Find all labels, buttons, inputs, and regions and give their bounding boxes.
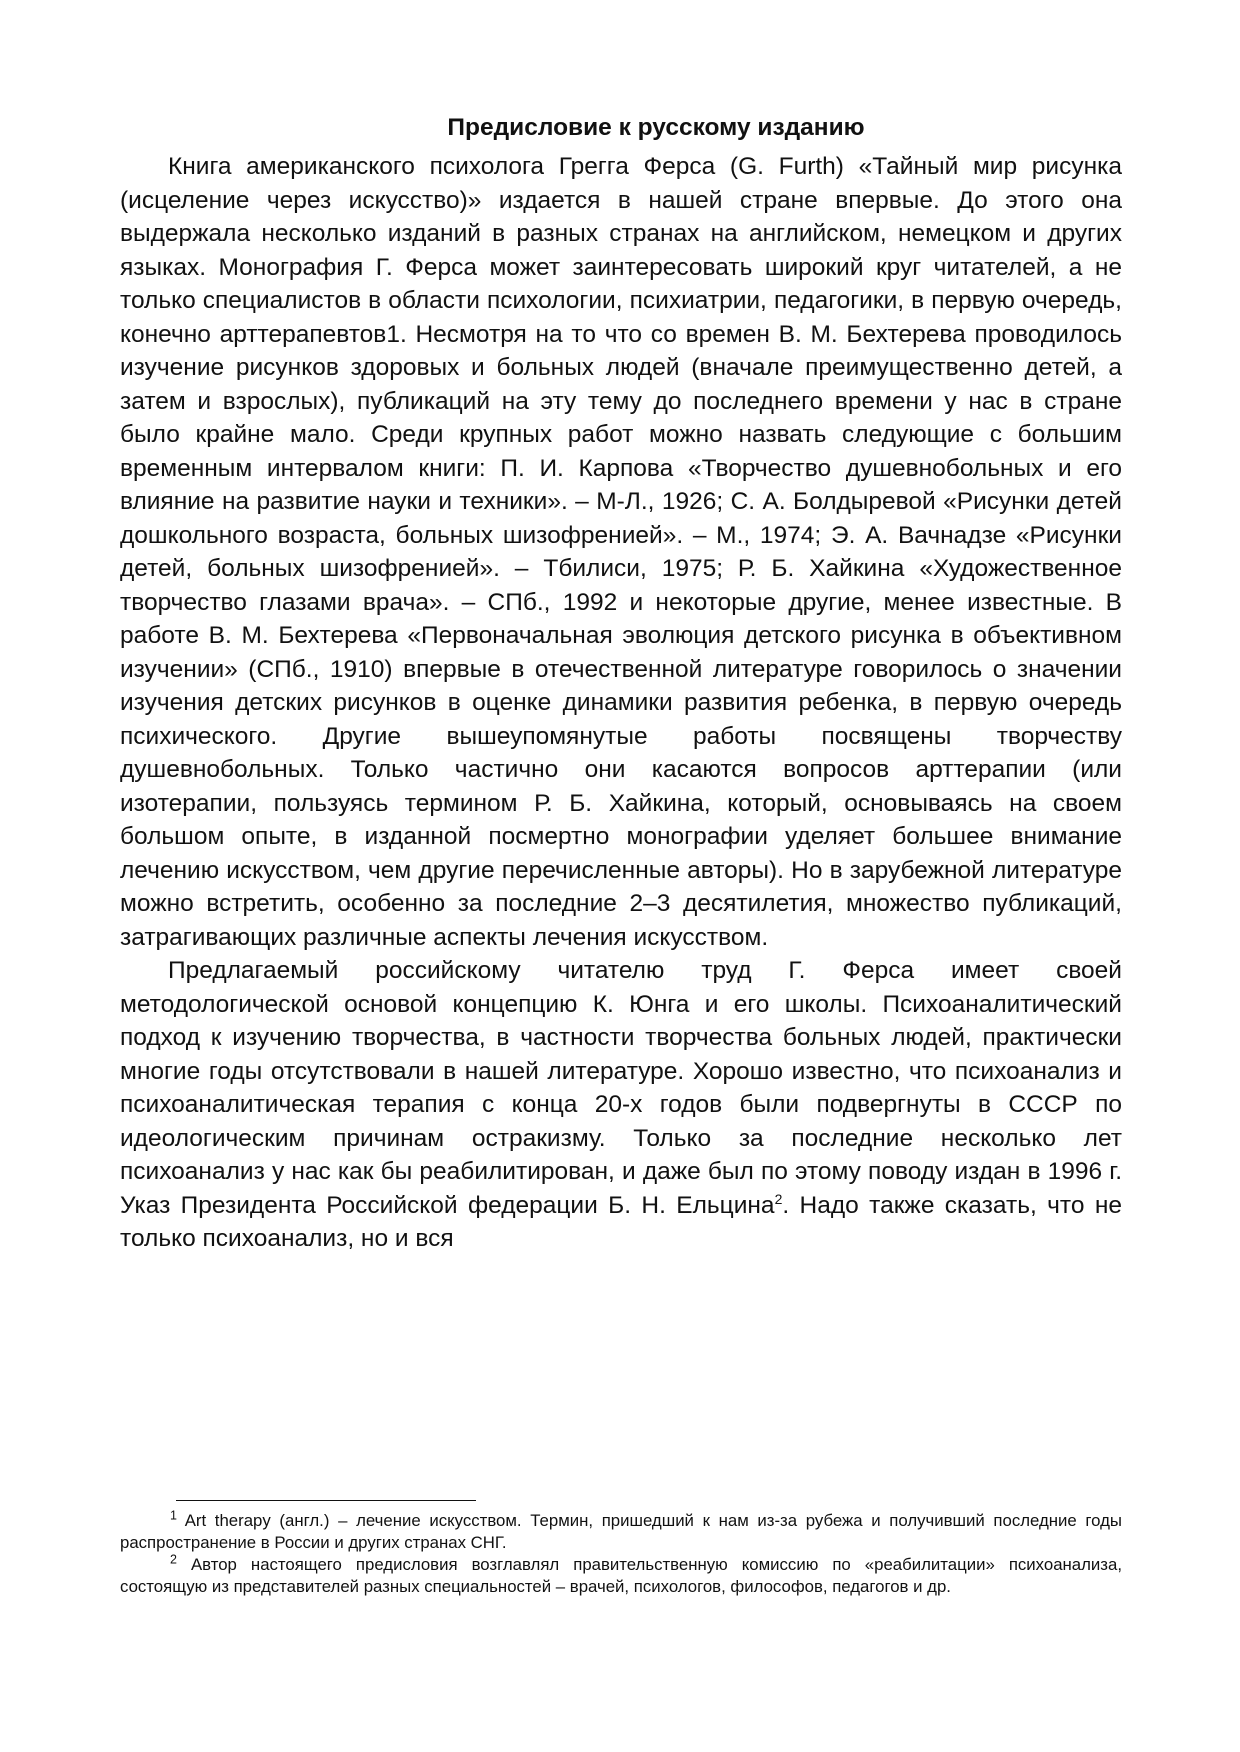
footnote-1 — [120, 1510, 1122, 1554]
paragraph-2 — [120, 954, 1122, 1256]
footnote-2 — [120, 1554, 1122, 1598]
footnote-1-text: Art therapy (англ.) – лечение искусством. Термин, пришедший к нам из-за рубежа и получивший последние годы распространение в России и других странах СНГ. — [120, 1511, 1122, 1552]
footnotes — [120, 1510, 1122, 1598]
paragraph-1-text: Книга американского психолога Грегга Ферса (G. Furth) «Тайный мир рисунка (исцеление через искусство)» издается в нашей стране впервые. До этого она выдержала несколько изданий в разных странах на английском, немецком и других языках. Монография Г. Ферса может заинтересовать широкий круг читателей, а не только специалистов в области психологии, психиатрии, педагогики, в первую очередь, конечно арттерапевтов1. Несмотря на то что со времен В. М. Бехтерева проводилось изучение рисунков здоровых и больных людей (вначале преимущественно детей, а затем и взрослых), публикаций на эту тему до последнего времени у нас в стране было крайне мало. Среди крупных работ можно назвать следующие с большим временным интервалом книги: П. И. Карпова «Творчество душевнобольных и его влияние на развитие науки и техники». – М-Л., 1926; С. А. Болдыревой «Рисунки детей дошкольного возраста, больных шизофренией». – М., 1974; Э. А. Вачнадзе «Рисунки детей, больных шизофренией». – Тбилиси, 1975; Р. Б. Хайкина «Художественное творчество глазами врача». – СПб., 1992 и некоторые другие, менее известные. В работе В. М. Бехтерева «Первоначальная эволюция детского рисунка в объективном изучении» (СПб., 1910) впервые в отечественной литературе говорилось о значении изучения детских рисунков в оценке динамики развития ребенка, в первую очередь психического. Другие вышеупомянутые работы посвящены творчеству душевнобольных. Только частично они касаются вопросов арттерапии (или изотерапии, пользуясь термином Р. Б. Хайкина, который, основываясь на своем большом опыте, в изданной посмертно монографии уделяет большее внимание лечению искусством, чем другие перечисленные авторы). Но в зарубежной литературе можно встретить, особенно за последние 2–3 десятилетия, множество публикаций, затрагивающих различные аспекты лечения искусством. — [120, 153, 1122, 951]
footnote-2-text: Автор настоящего предисловия возглавлял правительственную комиссию по «реабилитации» психоанализа, состоящую из представителей разных специальностей – врачей, психологов, философов, педагогов и др. — [120, 1555, 1122, 1596]
paragraph-2-text: Предлагаемый российскому читателю труд Г. Ферса имеет своей методологической основой концепцию К. Юнга и его школы. Психоаналитический подход к изучению творчества, в частности творчества больных людей, практически многие годы отсутствовали в нашей литературе. Хорошо известно, что психоанализ и психоаналитическая терапия с конца 20-х годов были подвергнуты в СССР по идеологическим причинам остракизму. Только за последние несколько лет психоанализ у нас как бы реабилитирован, и даже был по этому поводу издан в 1996 г. Указ Президента Российской федерации Б. Н. Ельцина — [120, 957, 1122, 1219]
footnote-ref-2[interactable]: 2 — [774, 1190, 783, 1207]
paragraph-1 — [120, 150, 1122, 954]
footnote-2-mark: 2 — [170, 1552, 177, 1567]
paragraph-2-text-end: . Надо также сказать, что не только психоанализ, но и вся — [120, 1191, 1122, 1252]
footnote-1-mark: 1 — [170, 1508, 177, 1523]
page-title: Предисловие к русскому изданию — [447, 114, 865, 141]
document-page — [120, 110, 1122, 1710]
footnote-divider — [176, 1500, 476, 1501]
